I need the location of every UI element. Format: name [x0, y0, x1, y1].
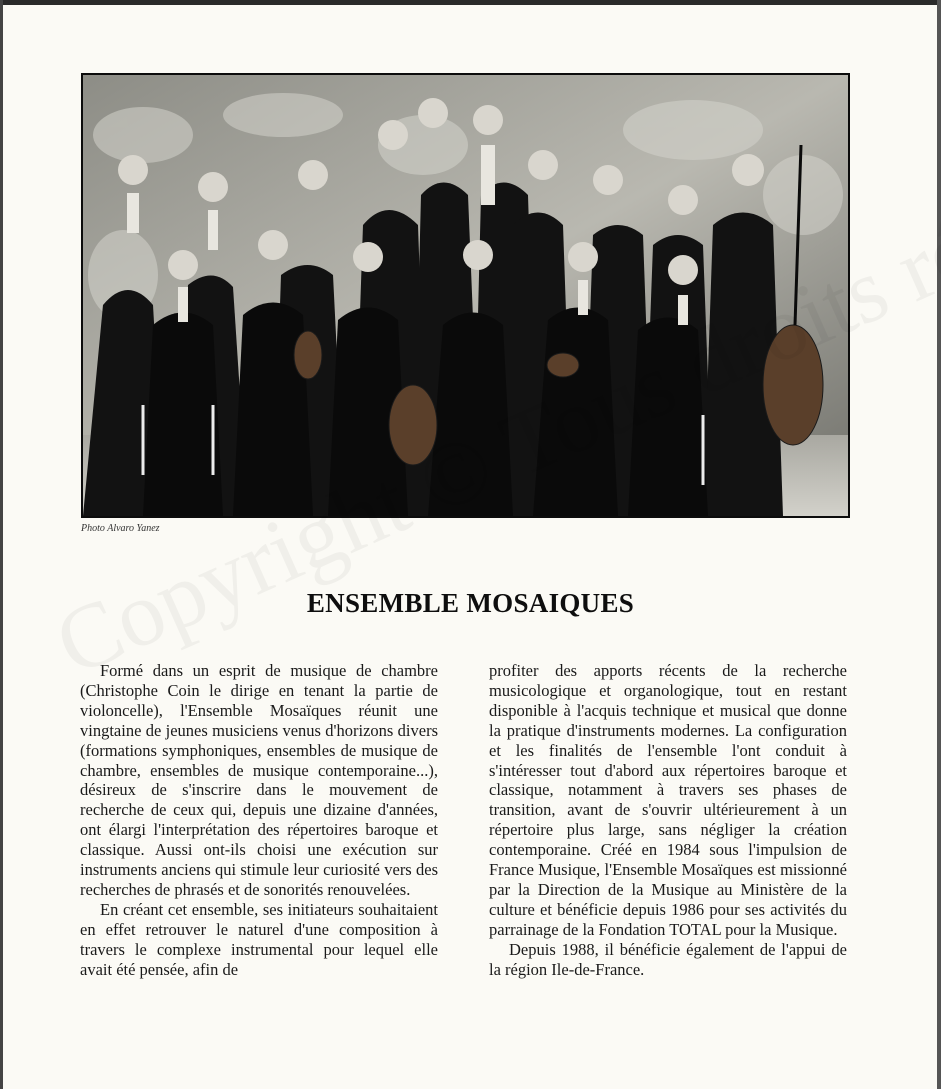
- text-column-right: [489, 661, 847, 980]
- paragraph-continuation: profiter des apports récents de la recherche musicologique et organologique, tout en restant disponible à l'acquis technique et musical que donne la pratique d'instruments modernes. La configuration et les finalités de l'ensemble l'ont conduit à s'intéresser tout d'abord aux répertoires baroque et classique, notamment à travers ses phases de transition, avant de s'ouvrir ultérieurement à un répertoire plus large, sans négliger la création contemporaine. Créé en 1984 sous l'impulsion de France Musique, l'Ensemble Mosaïques est missionné par la Direction de la Musique au Ministère de la culture et bénéficie depuis 1986 pour ses activités du parrainage de la Fondation TOTAL pour la Musique.: [489, 661, 847, 939]
- page-title: ENSEMBLE MOSAIQUES: [306, 588, 635, 618]
- photo-credit: Photo Alvaro Yanez: [81, 523, 160, 534]
- paragraph-region-support: Depuis 1988, il bénéficie également de l'appui de la région Ile-de-France.: [489, 939, 847, 979]
- paragraph-intro: Formé dans un esprit de musique de chambre (Christophe Coin le dirige en tenant la partie de violoncelle), l'Ensemble Mosaïques réunit une vingtaine de jeunes musiciens venus d'horizons divers (formations symphoniques, ensembles de musique de chambre, ensembles de musique contemporaine...), désireux de s'inscrire dans le mouvement de recherche de ceux qui, depuis une dizaine d'années, ont élargi l'interprétation des répertoires baroque et classique. Aussi ont-ils choisi une exécution sur instruments anciens qui stimule leur curiosité vers des recherches de phrasés et de sonorités renouvelées.: [80, 661, 438, 899]
- text-column-left: [80, 661, 438, 980]
- scan-edge-right: [937, 0, 941, 1089]
- scan-edge-top: [0, 0, 941, 5]
- ensemble-group-photo: [81, 73, 850, 518]
- scan-edge-left: [0, 0, 3, 1089]
- paragraph-initiators: En créant cet ensemble, ses initiateurs souhaitaient en effet retrouver le naturel d'une composition à travers le complexe instrumental pour lequel elle avait été pensée, afin de: [80, 899, 438, 979]
